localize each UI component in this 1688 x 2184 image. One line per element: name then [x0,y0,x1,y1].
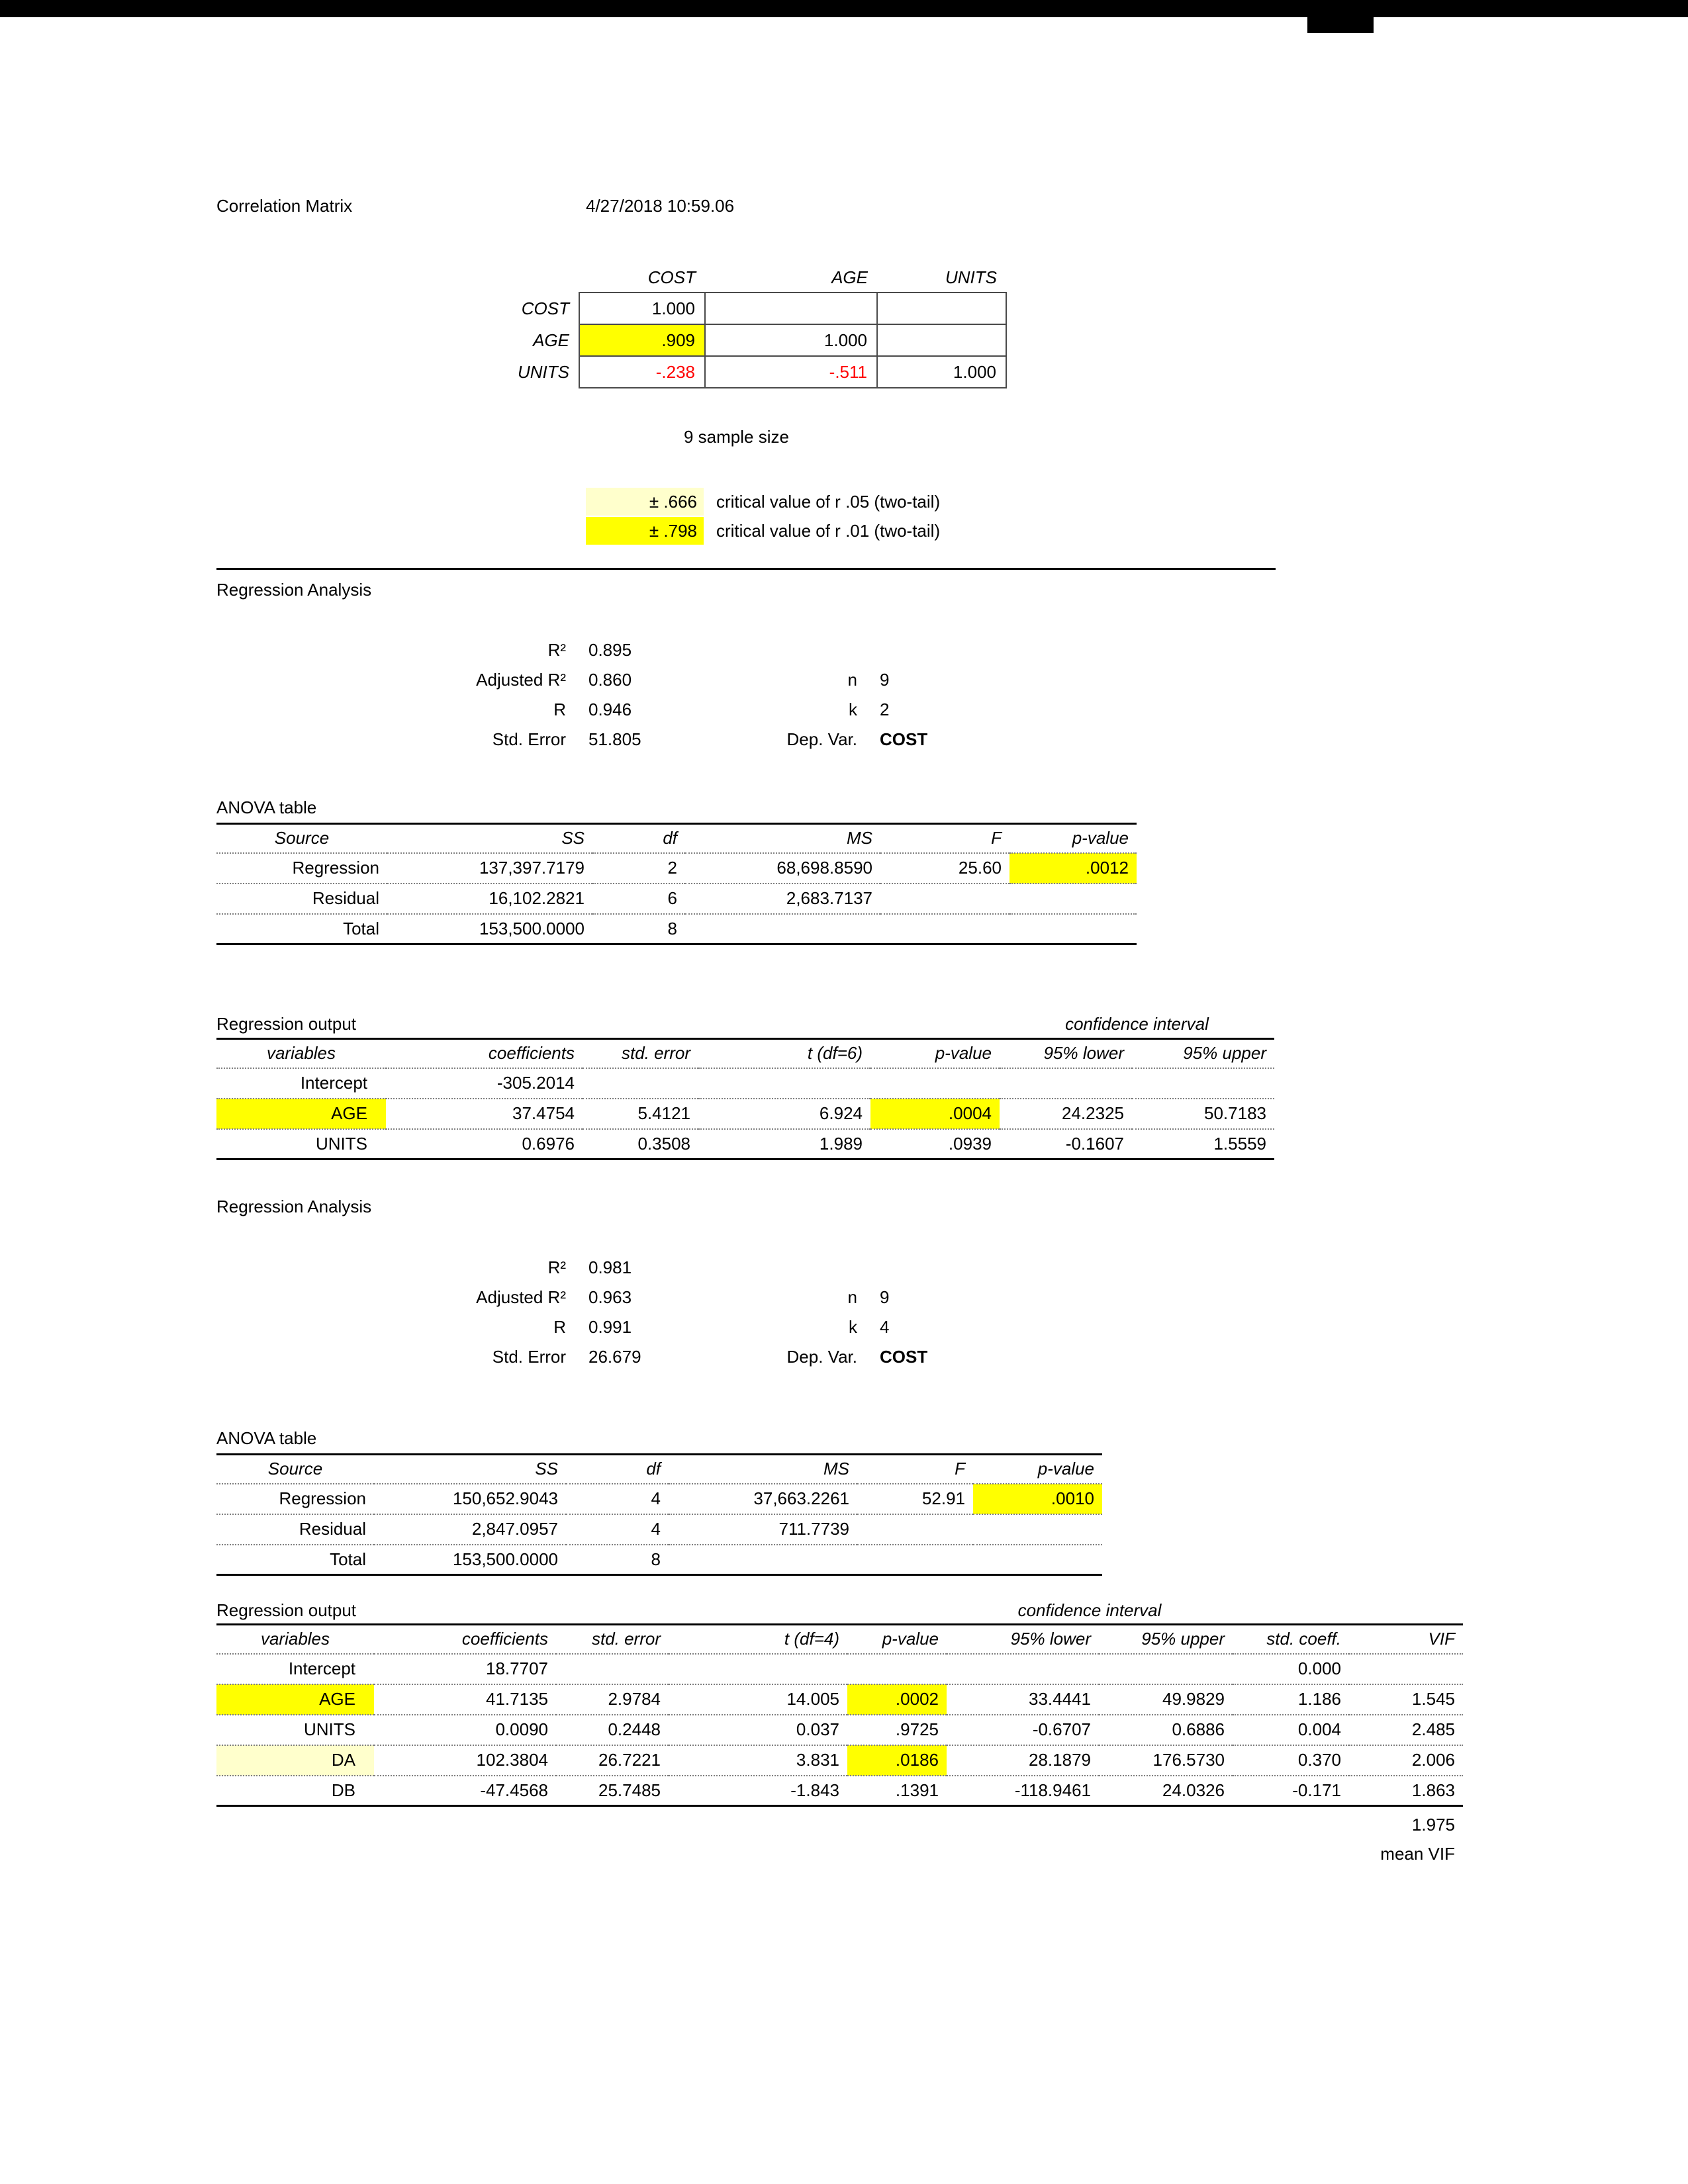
ms-cell [669,1545,857,1575]
ss-cell: 150,652.9043 [374,1484,566,1514]
t-cell: 1.989 [698,1129,870,1160]
table-row [216,1068,1274,1099]
table-row [216,1776,1463,1806]
dep-var-value: COST [880,729,928,749]
stat-row [216,695,738,725]
critical-value-01-label: critical value of r .01 (two-tail) [716,521,941,541]
header-f: F [880,824,1009,853]
anova-header-row [216,1455,1102,1484]
variable-cell: UNITS [216,1129,386,1160]
source-cell: Total [216,914,387,944]
header-p-value: p-value [847,1625,947,1654]
header-t: t (df=4) [669,1625,847,1654]
stat-row [695,1312,1056,1342]
std-error-value: 51.805 [588,729,641,749]
regression-1-fit-stats [216,635,738,754]
p-value-cell: .0186 [847,1745,947,1776]
n-label: n [847,670,857,690]
source-cell: Residual [216,1514,374,1545]
p-value-cell: .0939 [870,1129,1000,1160]
header-std-coeff: std. coeff. [1233,1625,1349,1654]
ms-cell: 711.7739 [669,1514,857,1545]
p-value-cell: .0002 [847,1684,947,1715]
header-coefficients: coefficients [374,1625,556,1654]
upper-ci-cell: 1.5559 [1132,1129,1274,1160]
header-t: t (df=6) [698,1039,870,1068]
ss-cell: 153,500.0000 [374,1545,566,1575]
source-cell: Regression [216,1484,374,1514]
std-error-cell: 5.4121 [583,1099,698,1129]
variable-cell: DA [216,1745,374,1776]
dep-var-label: Dep. Var. [786,729,857,749]
adj-r-squared-value: 0.860 [588,670,632,690]
df-cell: 4 [566,1514,669,1545]
p-value-cell: .1391 [847,1776,947,1806]
header-vif: VIF [1349,1625,1463,1654]
stat-row [695,695,1056,725]
header-ss: SS [374,1455,566,1484]
mean-vif-value: 1.975 [1411,1815,1455,1835]
ms-cell: 37,663.2261 [669,1484,857,1514]
std-error-value: 26.679 [588,1347,641,1367]
p-value-cell: .0012 [1009,853,1137,884]
table-row [216,914,1137,944]
f-cell: 52.91 [857,1484,973,1514]
coefficient-cell: 37.4754 [386,1099,583,1129]
section-divider [216,568,1276,570]
upper-ci-cell: 50.7183 [1132,1099,1274,1129]
anova-table-2 [216,1453,1102,1576]
table-row [371,293,1006,324]
upper-ci-cell [1099,1654,1233,1684]
ss-cell: 16,102.2821 [387,884,592,914]
ss-cell: 2,847.0957 [374,1514,566,1545]
column-header-units: UNITS [945,267,997,287]
ms-cell: 68,698.8590 [685,853,880,884]
p-value-cell: .0010 [973,1484,1102,1514]
r-squared-label: R² [547,1257,566,1277]
table-row [216,1745,1463,1776]
std-coeff-cell: 0.004 [1233,1715,1349,1745]
f-cell [880,884,1009,914]
column-header-cost: COST [647,267,696,287]
stat-row [216,725,738,754]
table-row [371,324,1006,356]
std-error-cell [556,1654,669,1684]
vif-cell: 2.485 [1349,1715,1463,1745]
t-cell [698,1068,870,1099]
p-value-cell [973,1514,1102,1545]
upper-ci-cell [1132,1068,1274,1099]
stat-row [695,665,1056,695]
std-coeff-cell: -0.171 [1233,1776,1349,1806]
stat-row [695,1342,1056,1372]
coefficient-cell: 0.0090 [374,1715,556,1745]
lower-ci-cell: -0.1607 [1000,1129,1132,1160]
r-squared-value: 0.895 [588,640,632,660]
table-row [216,1099,1274,1129]
k-value: 2 [880,700,890,719]
t-cell: 14.005 [669,1684,847,1715]
vif-cell [1349,1654,1463,1684]
corr-units-cost: -.238 [579,356,705,388]
header-95-lower: 95% lower [1000,1039,1132,1068]
adj-r-squared-label: Adjusted R² [476,670,566,690]
anova-table-1 [216,823,1137,945]
table-row [216,1654,1463,1684]
n-value: 9 [880,670,890,690]
lower-ci-cell: 33.4441 [947,1684,1099,1715]
df-cell: 8 [592,914,685,944]
variable-cell: Intercept [216,1068,386,1099]
corr-cost-age [705,293,877,324]
r-value: 0.946 [588,700,632,719]
header-variables: variables [216,1039,386,1068]
lower-ci-cell: 28.1879 [947,1745,1099,1776]
r-squared-label: R² [547,640,566,660]
p-value-cell: .0004 [870,1099,1000,1129]
upper-ci-cell: 24.0326 [1099,1776,1233,1806]
critical-value-05-label: critical value of r .05 (two-tail) [716,492,941,512]
row-label-age: AGE [533,330,569,350]
n-label: n [847,1287,857,1307]
ms-cell: 2,683.7137 [685,884,880,914]
output-header-row [216,1625,1463,1654]
header-95-lower: 95% lower [947,1625,1099,1654]
df-cell: 8 [566,1545,669,1575]
correlation-matrix-table [371,263,1007,388]
header-p-value: p-value [973,1455,1102,1484]
p-value-cell [1009,884,1137,914]
f-cell [857,1545,973,1575]
std-error-label: Std. Error [492,729,566,749]
header-df: df [566,1455,669,1484]
stat-row [216,635,738,665]
variable-cell: DB [216,1776,374,1806]
timestamp: 4/27/2018 10:59.06 [586,196,735,216]
dep-var-value: COST [880,1347,928,1367]
t-cell: 3.831 [669,1745,847,1776]
std-coeff-cell: 0.370 [1233,1745,1349,1776]
adj-r-squared-label: Adjusted R² [476,1287,566,1307]
table-row [216,1684,1463,1715]
table-row [216,1715,1463,1745]
table-row [216,884,1137,914]
corr-age-cost: .909 [579,324,705,356]
std-error-cell: 25.7485 [556,1776,669,1806]
df-cell: 4 [566,1484,669,1514]
t-cell [669,1654,847,1684]
table-row [216,1129,1274,1160]
header-source: Source [216,824,387,853]
ss-cell: 137,397.7179 [387,853,592,884]
scan-artifact-top-block [1307,0,1374,33]
critical-value-05: ± .666 [586,488,704,516]
p-value-cell [973,1545,1102,1575]
f-cell: 25.60 [880,853,1009,884]
coefficient-cell: -47.4568 [374,1776,556,1806]
header-p-value: p-value [870,1039,1000,1068]
regression-1-meta [695,665,1056,754]
output-header-row [216,1039,1274,1068]
header-ms: MS [685,824,880,853]
table-row [216,1484,1102,1514]
variable-cell: AGE [216,1099,386,1129]
ss-cell: 153,500.0000 [387,914,592,944]
f-cell [880,914,1009,944]
corr-age-age: 1.000 [705,324,877,356]
dep-var-label: Dep. Var. [786,1347,857,1367]
p-value-cell [847,1654,947,1684]
vif-cell: 2.006 [1349,1745,1463,1776]
column-header-age: AGE [831,267,868,287]
regression-2-meta [695,1283,1056,1372]
header-f: F [857,1455,973,1484]
confidence-interval-label: confidence interval [1065,1014,1209,1034]
p-value-cell [870,1068,1000,1099]
source-cell: Residual [216,884,387,914]
vif-cell: 1.863 [1349,1776,1463,1806]
coefficient-cell: 41.7135 [374,1684,556,1715]
std-error-label: Std. Error [492,1347,566,1367]
p-value-cell: .9725 [847,1715,947,1745]
sample-size-note: 9 sample size [684,427,789,447]
lower-ci-cell: -118.9461 [947,1776,1099,1806]
stat-row [216,665,738,695]
stat-row [695,1283,1056,1312]
variable-cell: Intercept [216,1654,374,1684]
std-error-cell: 26.7221 [556,1745,669,1776]
corr-units-units: 1.000 [877,356,1006,388]
stat-row [216,1342,738,1372]
df-cell: 2 [592,853,685,884]
upper-ci-cell: 0.6886 [1099,1715,1233,1745]
anova-header-row [216,824,1137,853]
header-std-error: std. error [556,1625,669,1654]
section-title-regression-2: Regression Analysis [216,1197,372,1216]
stat-row [216,1283,738,1312]
header-ss: SS [387,824,592,853]
std-coeff-cell: 1.186 [1233,1684,1349,1715]
lower-ci-cell [947,1654,1099,1684]
corr-units-age: -.511 [705,356,877,388]
header-coefficients: coefficients [386,1039,583,1068]
corr-cost-cost: 1.000 [579,293,705,324]
coefficient-cell: 0.6976 [386,1129,583,1160]
regression-output-table-2 [216,1623,1463,1807]
header-ms: MS [669,1455,857,1484]
f-cell [857,1514,973,1545]
stat-row [216,1312,738,1342]
std-coeff-cell: 0.000 [1233,1654,1349,1684]
section-title-regression-1: Regression Analysis [216,580,372,600]
variable-cell: UNITS [216,1715,374,1745]
regression-output-2-title: Regression output [216,1600,357,1620]
source-cell: Total [216,1545,374,1575]
stat-row [216,1253,738,1283]
t-cell: 6.924 [698,1099,870,1129]
source-cell: Regression [216,853,387,884]
coefficient-cell: -305.2014 [386,1068,583,1099]
coefficient-cell: 18.7707 [374,1654,556,1684]
anova-2-title: ANOVA table [216,1428,317,1448]
corr-age-units [877,324,1006,356]
k-label: k [849,1317,857,1337]
std-error-cell: 0.3508 [583,1129,698,1160]
r-label: R [553,1317,566,1337]
lower-ci-cell: 24.2325 [1000,1099,1132,1129]
anova-1-title: ANOVA table [216,797,317,817]
upper-ci-cell: 49.9829 [1099,1684,1233,1715]
header-source: Source [216,1455,374,1484]
upper-ci-cell: 176.5730 [1099,1745,1233,1776]
row-label-units: UNITS [518,361,569,382]
std-error-cell: 0.2448 [556,1715,669,1745]
corner-spacer [371,263,579,293]
scan-artifact-top-bar [0,0,1688,17]
corr-cost-units [877,293,1006,324]
header-95-upper: 95% upper [1132,1039,1274,1068]
regression-2-fit-stats [216,1253,738,1372]
correlation-header-row [371,263,1006,293]
regression-output-1-title: Regression output [216,1014,357,1034]
header-std-error: std. error [583,1039,698,1068]
std-error-cell: 2.9784 [556,1684,669,1715]
regression-output-table-1 [216,1038,1274,1160]
r-value: 0.991 [588,1317,632,1337]
ms-cell [685,914,880,944]
t-cell: 0.037 [669,1715,847,1745]
t-cell: -1.843 [669,1776,847,1806]
header-variables: variables [216,1625,374,1654]
table-row [216,1545,1102,1575]
vif-cell: 1.545 [1349,1684,1463,1715]
std-error-cell [583,1068,698,1099]
confidence-interval-label: confidence interval [1017,1600,1162,1620]
coefficient-cell: 102.3804 [374,1745,556,1776]
mean-vif-label: mean VIF [1380,1844,1455,1864]
k-label: k [849,700,857,719]
n-value: 9 [880,1287,890,1307]
k-value: 4 [880,1317,890,1337]
header-p-value: p-value [1009,824,1137,853]
variable-cell: AGE [216,1684,374,1715]
header-95-upper: 95% upper [1099,1625,1233,1654]
row-label-cost: COST [521,298,569,318]
stat-row [695,725,1056,754]
table-row [216,853,1137,884]
lower-ci-cell [1000,1068,1132,1099]
adj-r-squared-value: 0.963 [588,1287,632,1307]
p-value-cell [1009,914,1137,944]
header-df: df [592,824,685,853]
table-row [371,356,1006,388]
critical-value-01: ± .798 [586,517,704,545]
r-squared-value: 0.981 [588,1257,632,1277]
df-cell: 6 [592,884,685,914]
page-title: Correlation Matrix [216,196,353,216]
r-label: R [553,700,566,719]
lower-ci-cell: -0.6707 [947,1715,1099,1745]
table-row [216,1514,1102,1545]
